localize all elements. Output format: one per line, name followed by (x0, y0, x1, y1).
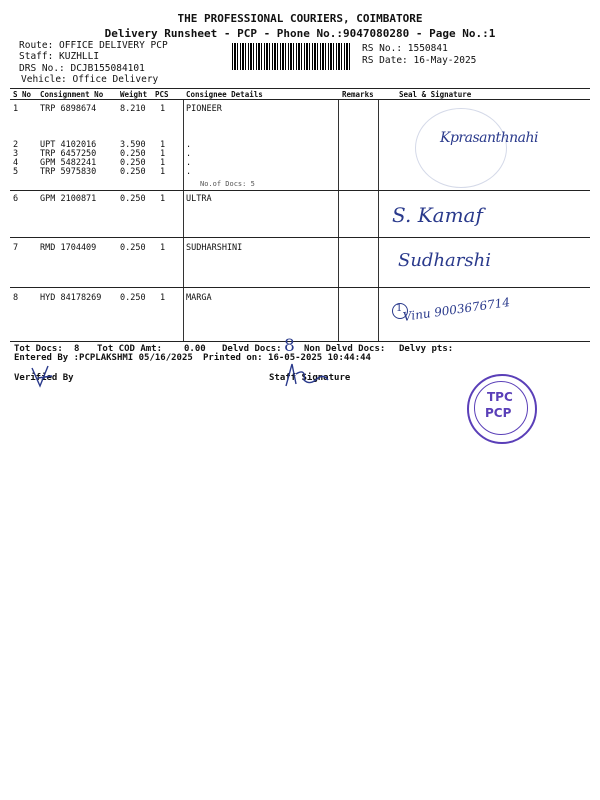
col-remarks: Remarks (342, 90, 374, 99)
group-doc-count: No.of Docs: 5 (200, 180, 255, 188)
row-separator (10, 287, 590, 288)
col-seal-signature: Seal & Signature (399, 90, 472, 99)
tpc-stamp (467, 374, 537, 444)
signature-4: Vinu 9003676714 (402, 295, 511, 324)
tot-docs-label: Tot Docs: (14, 344, 63, 354)
table-row-pcs: 1 (160, 149, 166, 159)
non-delvd-label: Non Delvd Docs: (304, 344, 386, 354)
table-row-consignment: UPT 4102016 (40, 140, 97, 150)
rs-date: RS Date: 16-May-2025 (362, 55, 477, 66)
table-row-consignment: HYD 84178269 (40, 293, 102, 303)
signature-4-circle-text: 1 (396, 303, 403, 314)
table-row-sno: 5 (13, 167, 19, 177)
table-row-consignment: TRP 6898674 (40, 104, 97, 114)
row-separator (10, 190, 590, 191)
faded-seal (415, 108, 507, 188)
table-top-border (10, 88, 590, 89)
col-weight: Weight (120, 90, 148, 99)
table-row-details: SUDHARSHINI (186, 243, 243, 253)
table-row-sno: 1 (13, 104, 19, 114)
printed-on: Printed on: 16-05-2025 10:44:44 (203, 353, 371, 363)
staff-signature: Staff Signature (269, 373, 351, 383)
table-row-weight: 3.590 (120, 140, 146, 150)
table-row-details: ULTRA (186, 194, 212, 204)
signature-2: S. Kamaf (392, 203, 483, 227)
route: Route: OFFICE DELIVERY PCP (19, 40, 168, 51)
cod-label: Tot COD Amt: (97, 344, 163, 354)
rs-number: RS No.: 1550841 (362, 43, 448, 54)
col-consignment: Consignment No (40, 90, 104, 99)
col-divider-remarks (338, 100, 339, 341)
table-row-details: PIONEER (186, 104, 222, 114)
table-row-sno: 2 (13, 140, 19, 150)
table-row-details: . (186, 167, 192, 177)
delvd-docs-label: Delvd Docs: (222, 344, 282, 354)
table-row-pcs: 1 (160, 140, 166, 150)
vehicle: Vehicle: Office Delivery (21, 74, 159, 85)
table-row-consignment: GPM 5482241 (40, 158, 97, 168)
signature-3: Sudharshi (398, 250, 491, 271)
table-row-sno: 4 (13, 158, 19, 168)
table-row-consignment: GPM 2100871 (40, 194, 97, 204)
delvd-docs-handwritten: 8 (284, 336, 295, 356)
table-row-pcs: 1 (160, 243, 166, 253)
verifier-scribble (28, 360, 58, 390)
drs-number: DRS No.: DCJB155084101 (19, 63, 145, 74)
table-row-weight: 0.250 (120, 158, 146, 168)
table-row-weight: 0.250 (120, 149, 146, 159)
cod-value: 0.00 (184, 344, 206, 354)
staff-scribble (282, 360, 332, 390)
table-row-consignment: TRP 6457250 (40, 149, 97, 159)
table-row-pcs: 1 (160, 194, 166, 204)
col-divider-details (183, 100, 184, 341)
table-row-weight: 0.250 (120, 194, 146, 204)
table-row-weight: 0.250 (120, 167, 146, 177)
tot-docs-value: 8 (74, 344, 80, 354)
staff: Staff: KUZHLLI (19, 51, 100, 62)
table-row-sno: 6 (13, 194, 19, 204)
verified-by: Verified By (14, 373, 74, 383)
table-row-details: . (186, 140, 192, 150)
table-row-details: MARGA (186, 293, 212, 303)
table-bottom-border (10, 341, 590, 342)
col-consignee-details: Consignee Details (186, 90, 263, 99)
table-row-details: . (186, 149, 192, 159)
table-row-pcs: 1 (160, 158, 166, 168)
table-row-pcs: 1 (160, 167, 166, 177)
table-row-pcs: 1 (160, 104, 166, 114)
barcode (232, 43, 352, 70)
stamp-text-2: PCP (485, 406, 512, 420)
table-row-consignment: TRP 5975830 (40, 167, 97, 177)
table-header-border (10, 99, 590, 100)
runsheet-subtitle: Delivery Runsheet - PCP - Phone No.:9047080280 - Page No.:1 (104, 27, 496, 40)
table-row-sno: 8 (13, 293, 19, 303)
table-row-pcs: 1 (160, 293, 166, 303)
table-row-weight: 0.250 (120, 243, 146, 253)
col-divider-seal (378, 100, 379, 341)
stamp-text-1: TPC (487, 390, 513, 404)
table-row-details: . (186, 158, 192, 168)
row-separator (10, 237, 590, 238)
col-sno: S No (13, 90, 32, 99)
table-row-consignment: RMD 1704409 (40, 243, 97, 253)
col-pcs: PCS (155, 90, 169, 99)
table-row-weight: 0.250 (120, 293, 146, 303)
signature-1: Kprasanthnahi (440, 130, 539, 146)
table-row-sno: 3 (13, 149, 19, 159)
delvy-pts-label: Delvy pts: (399, 344, 454, 354)
company-title: THE PROFESSIONAL COURIERS, COIMBATORE (177, 12, 423, 25)
entered-by: Entered By :PCPLAKSHMI 05/16/2025 (14, 353, 193, 363)
table-row-weight: 8.210 (120, 104, 146, 114)
table-row-sno: 7 (13, 243, 19, 253)
